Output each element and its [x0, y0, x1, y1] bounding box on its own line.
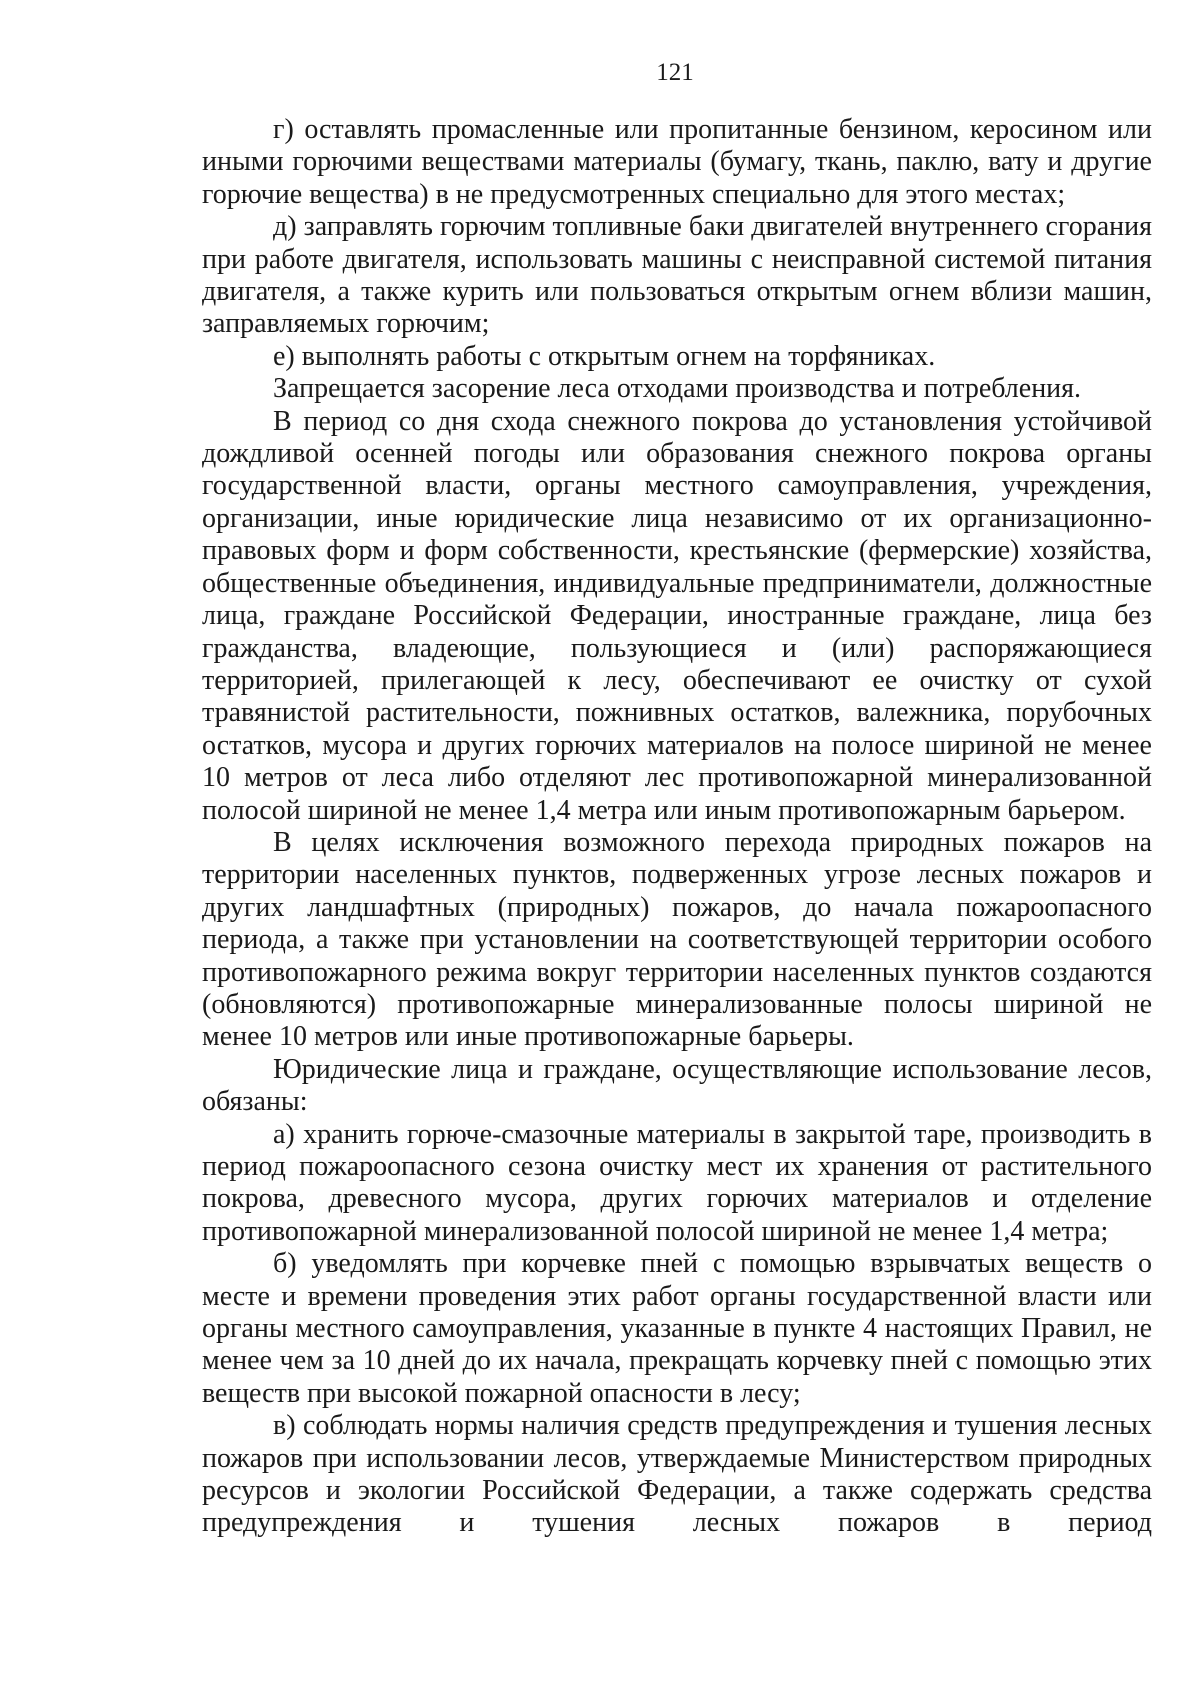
paragraph-prohibition-e: е) выполнять работы с открытым огнем на торфяниках. [273, 340, 936, 372]
paragraph-prohibition-g: г) оставлять промасленные или пропитанные бензином, керосином или иными горючими веществами материалы (бумагу, ткань, паклю, вату и другие горючие вещества) в не предусмотренных специально для этого местах; [202, 114, 1152, 210]
paragraph-settlement-firebreaks: В целях исключения возможного перехода природных пожаров на территории населенных пунктов, подверженных угрозе лесных пожаров и других ландшафтных (природных) пожаров, до начала пожароопасного периода, а также при установлении на соответствующей территории особого противопожарного режима вокруг территории населенных пунктов создаются (обновляются) противопожарные минерализованные полосы шириной не менее 10 метров или иные противопожарные барьеры. [202, 826, 1152, 1053]
paragraph-forest-littering: Запрещается засорение леса отходами производства и потребления. [273, 373, 1082, 405]
paragraph-snow-period-clearing: В период со дня схода снежного покрова до установления устойчивой дождливой осенней погоды или образования снежного покрова органы государственной власти, органы местного самоуправления, учреждения, организации, иные юридические лица независимо от их организационно-правовых форм и форм собственности, крестьянские (фермерские) хозяйства, общественные объединения, индивидуальные предприниматели, должностные лица, граждане Российской Федерации, иностранные граждане, лица без гражданства, владеющие, пользующиеся и (или) распоряжающиеся территорией, прилегающей к лесу, обеспечивают ее очистку от сухой травянистой растительности, пожнивных остатков, валежника, порубочных остатков, мусора и других горючих материалов на полосе шириной не менее 10 метров от леса либо отделяют лес противопожарной минерализованной полосой шириной не менее 1,4 метра или иным противопожарным барьером. [202, 405, 1152, 826]
paragraph-obligations-intro: Юридические лица и граждане, осуществляющие использование лесов, обязаны: [202, 1053, 1152, 1118]
paragraph-obligation-v: в) соблюдать нормы наличия средств предупреждения и тушения лесных пожаров при использовании лесов, утверждаемые Министерством природных ресурсов и экологии Российской Федерации, а также содержать средства предупреждения и тушения лесных пожаров в период [202, 1410, 1152, 1539]
document-body [202, 114, 1152, 1540]
paragraph-obligation-b: б) уведомлять при корчевке пней с помощью взрывчатых веществ о месте и времени проведения этих работ органы государственной власти или органы местного самоуправления, указанные в пункте 4 настоящих Правил, не менее чем за 10 дней до их начала, прекращать корчевку пней с помощью этих веществ при высокой пожарной опасности в лесу; [202, 1248, 1152, 1409]
paragraph-obligation-a: а) хранить горюче-смазочные материалы в закрытой таре, производить в период пожароопасного сезона очистку мест их хранения от растительного покрова, древесного мусора, других горючих материалов и отделение противопожарной минерализованной полосой шириной не менее 1,4 метра; [202, 1118, 1152, 1247]
paragraph-prohibition-d: д) заправлять горючим топливные баки двигателей внутреннего сгорания при работе двигателя, использовать машины с неисправной системой питания двигателя, а также курить или пользоваться открытым огнем вблизи машин, заправляемых горючим; [202, 211, 1152, 340]
page-number: 121 [656, 59, 694, 86]
